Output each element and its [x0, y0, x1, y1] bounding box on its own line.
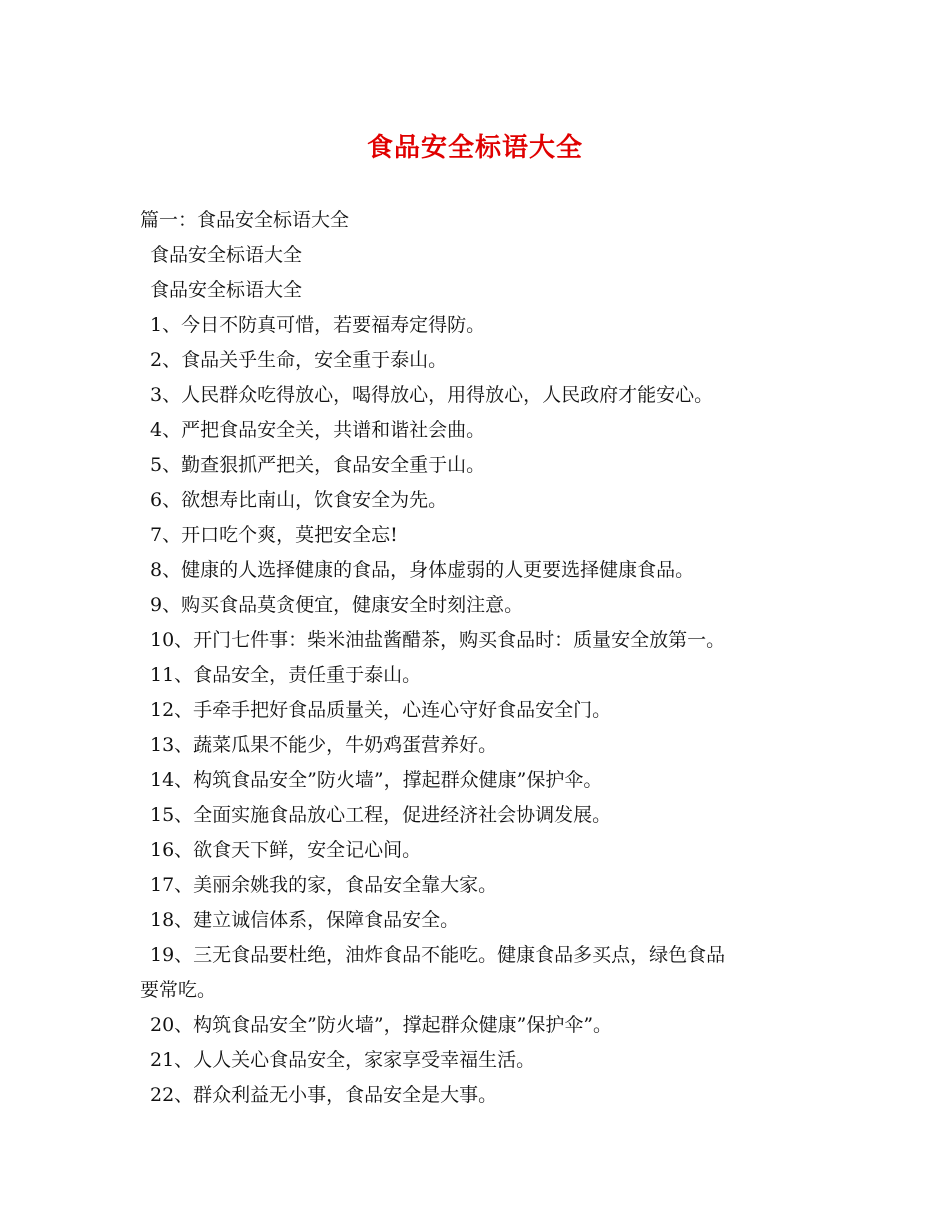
- slogan-item: 18、建立诚信体系，保障食品安全。: [150, 909, 460, 931]
- section-heading: 篇一：食品安全标语大全: [140, 209, 350, 231]
- slogan-item: 21、人人关心食品安全，家家享受幸福生活。: [150, 1049, 536, 1071]
- slogan-item: 7、开口吃个爽，莫把安全忘!: [150, 524, 398, 546]
- slogan-item-19-line-2: 要常吃。: [140, 979, 217, 1001]
- slogan-item: 15、全面实施食品放心工程，促进经济社会协调发展。: [150, 804, 612, 826]
- slogan-item: 17、美丽余姚我的家，食品安全靠大家。: [150, 874, 498, 896]
- slogan-item: 8、健康的人选择健康的食品，身体虚弱的人更要选择健康食品。: [150, 559, 695, 581]
- slogan-item: 1、今日不防真可惜，若要福寿定得防。: [150, 314, 486, 336]
- slogan-item: 11、食品安全，责任重于泰山。: [150, 664, 422, 686]
- slogan-item: 3、人民群众吃得放心，喝得放心，用得放心，人民政府才能安心。: [150, 384, 714, 406]
- slogan-item: 16、欲食天下鲜，安全记心间。: [150, 839, 422, 861]
- slogan-item: 22、群众利益无小事，食品安全是大事。: [150, 1084, 498, 1106]
- subtitle-line: 食品安全标语大全: [150, 279, 303, 301]
- slogan-item: 4、严把食品安全关，共谱和谐社会曲。: [150, 419, 486, 441]
- slogan-item: 2、食品关乎生命，安全重于泰山。: [150, 349, 448, 371]
- slogan-item: 5、勤查狠抓严把关，食品安全重于山。: [150, 454, 486, 476]
- slogan-item: 13、蔬菜瓜果不能少，牛奶鸡蛋营养好。: [150, 734, 498, 756]
- slogan-item: 14、构筑食品安全”防火墙”，撑起群众健康”保护伞。: [150, 769, 603, 791]
- slogan-item: 12、手牵手把好食品质量关，心连心守好食品安全门。: [150, 699, 612, 721]
- slogan-item-19-line-1: 19、三无食品要杜绝，油炸食品不能吃。健康食品多买点，绿色食品: [150, 944, 726, 966]
- document-title: 食品安全标语大全: [366, 133, 583, 163]
- slogan-item: 10、开门七件事：柴米油盐酱醋茶，购买食品时：质量安全放第一。: [150, 629, 726, 651]
- document-body: [140, 203, 820, 1113]
- slogan-item: 20、构筑食品安全”防火墙”，撑起群众健康”保护伞”。: [150, 1014, 613, 1036]
- slogan-item: 9、购买食品莫贪便宜，健康安全时刻注意。: [150, 594, 524, 616]
- subtitle-line: 食品安全标语大全: [150, 244, 303, 266]
- slogan-item: 6、欲想寿比南山，饮食安全为先。: [150, 489, 448, 511]
